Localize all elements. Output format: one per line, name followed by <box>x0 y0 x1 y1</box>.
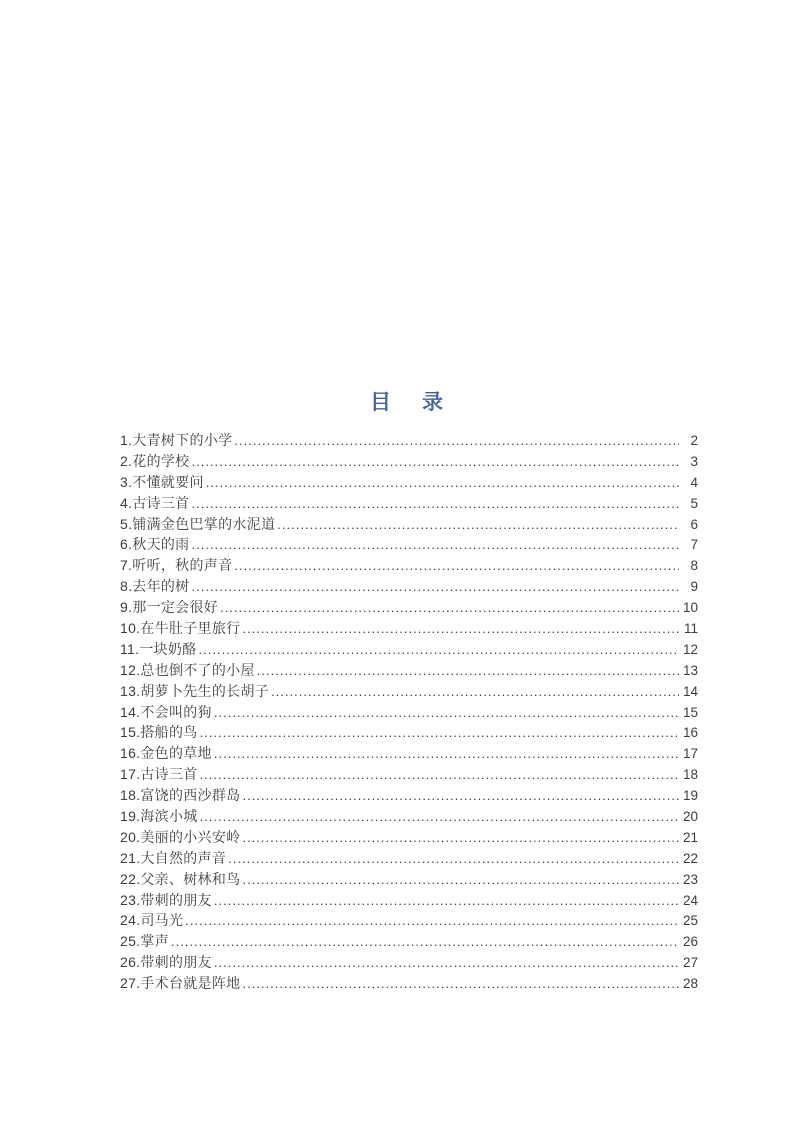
toc-entry-label: 3.不懂就要问 <box>120 473 204 490</box>
toc-entry-label: 27.手术台就是阵地 <box>120 975 241 992</box>
toc-entry-label: 19.海滨小城 <box>120 808 198 825</box>
toc-entry[interactable] <box>120 952 698 973</box>
toc-entry-page: 12 <box>682 641 698 657</box>
toc-entry-label: 24.司马光 <box>120 912 184 929</box>
toc-leader-dots <box>242 869 679 891</box>
toc-entry-page: 17 <box>682 746 698 762</box>
toc-leader-dots <box>214 743 679 765</box>
toc-leader-dots <box>242 785 679 807</box>
toc-entry[interactable] <box>120 827 698 848</box>
toc-entry-page: 7 <box>690 537 698 553</box>
toc-entry[interactable] <box>120 681 698 702</box>
toc-entry-page: 4 <box>690 474 698 490</box>
toc-entry-page: 28 <box>682 976 698 992</box>
toc-entry-page: 18 <box>682 767 698 783</box>
toc-entry-page: 22 <box>682 850 698 866</box>
toc-entry[interactable] <box>120 472 698 493</box>
toc-leader-dots <box>242 618 679 640</box>
toc-entry[interactable] <box>120 618 698 639</box>
toc-entry-page: 6 <box>690 516 698 532</box>
toc-entry-page: 21 <box>682 829 698 845</box>
toc-entry-page: 19 <box>682 788 698 804</box>
toc-title: 目 录 <box>370 391 448 414</box>
toc-entry-label: 20.美丽的小兴安岭 <box>120 828 241 845</box>
toc-entry[interactable] <box>120 451 698 472</box>
toc-leader-dots <box>185 910 679 932</box>
toc-entry[interactable] <box>120 931 698 952</box>
toc-entry-page: 9 <box>690 579 698 595</box>
toc-entry-label: 16.金色的草地 <box>120 745 212 762</box>
toc-entry[interactable] <box>120 493 698 514</box>
toc-leader-dots <box>220 597 679 619</box>
toc-entry[interactable] <box>120 555 698 576</box>
toc-entry[interactable] <box>120 660 698 681</box>
toc-leader-dots <box>191 576 679 598</box>
toc-entry-label: 25.掌声 <box>120 933 169 950</box>
toc-entry[interactable] <box>120 973 698 994</box>
toc-entry-label: 1.大青树下的小学 <box>120 432 233 448</box>
toc-entry[interactable] <box>120 534 698 555</box>
toc-leader-dots <box>214 702 679 724</box>
toc-leader-dots <box>200 764 679 786</box>
toc-leader-dots <box>271 681 679 703</box>
toc-entry[interactable] <box>120 430 698 451</box>
toc-entry-page: 14 <box>682 683 698 699</box>
toc-entry-label: 22.父亲、树林和鸟 <box>120 870 241 887</box>
toc-entry-label: 17.古诗三首 <box>120 766 198 783</box>
toc-entry-page: 20 <box>682 809 698 825</box>
toc-leader-dots <box>234 430 679 452</box>
toc-entry-label: 12.总也倒不了的小屋 <box>120 661 255 678</box>
toc-leader-dots <box>277 514 679 536</box>
toc-leader-dots <box>234 555 679 577</box>
toc-entry[interactable] <box>120 910 698 931</box>
toc-entry-page: 13 <box>682 662 698 678</box>
toc-entry-label: 13.胡萝卜先生的长胡子 <box>120 682 270 699</box>
toc-entry-label: 5.铺满金色巴掌的水泥道 <box>120 515 276 532</box>
toc-leader-dots <box>214 890 679 912</box>
toc-leader-dots <box>191 493 679 515</box>
toc-entry-page: 2 <box>690 433 698 448</box>
toc-entry-page: 27 <box>682 955 698 971</box>
toc-entry-page: 25 <box>682 913 698 929</box>
toc-entry-page: 23 <box>682 871 698 887</box>
toc-leader-dots <box>191 451 679 473</box>
toc-entry[interactable] <box>120 806 698 827</box>
toc-entry-label: 14.不会叫的狗 <box>120 703 212 720</box>
toc-list <box>120 430 698 994</box>
toc-entry-page: 16 <box>682 725 698 741</box>
toc-entry-page: 24 <box>682 892 698 908</box>
toc-entry[interactable] <box>120 597 698 618</box>
toc-entry-label: 7.听听，秋的声音 <box>120 557 233 574</box>
toc-leader-dots <box>242 973 679 995</box>
toc-entry-page: 5 <box>690 495 698 511</box>
toc-leader-dots <box>242 827 679 849</box>
toc-entry-page: 26 <box>682 934 698 950</box>
toc-leader-dots <box>199 639 679 661</box>
toc-entry-label: 2.花的学校 <box>120 452 190 469</box>
toc-leader-dots <box>214 952 679 974</box>
toc-entry[interactable] <box>120 514 698 535</box>
toc-entry-page: 15 <box>682 704 698 720</box>
toc-entry-label: 21.大自然的声音 <box>120 849 227 866</box>
toc-entry-label: 8.去年的树 <box>120 578 190 595</box>
toc-leader-dots <box>228 848 679 870</box>
toc-entry[interactable] <box>120 890 698 911</box>
toc-entry-page: 3 <box>690 453 698 469</box>
toc-entry-page: 10 <box>682 600 698 616</box>
toc-entry[interactable] <box>120 764 698 785</box>
toc-entry-label: 23.带刺的朋友 <box>120 891 212 908</box>
toc-entry[interactable] <box>120 785 698 806</box>
toc-entry-label: 6.秋天的雨 <box>120 536 190 553</box>
toc-leader-dots <box>171 931 679 953</box>
toc-entry-label: 10.在牛肚子里旅行 <box>120 620 241 637</box>
toc-entry-label: 26.带刺的朋友 <box>120 954 212 971</box>
toc-entry[interactable] <box>120 722 698 743</box>
toc-entry[interactable] <box>120 869 698 890</box>
toc-entry[interactable] <box>120 702 698 723</box>
toc-entry[interactable] <box>120 639 698 660</box>
toc-entry-page: 11 <box>683 621 698 637</box>
toc-leader-dots <box>206 472 679 494</box>
toc-leader-dots <box>257 660 679 682</box>
toc-entry[interactable] <box>120 848 698 869</box>
toc-entry-label: 9.那一定会很好 <box>120 599 219 616</box>
toc-leader-dots <box>200 806 679 828</box>
toc-entry-label: 4.古诗三首 <box>120 494 190 511</box>
toc-leader-dots <box>191 534 679 556</box>
toc-entry-label: 15.搭船的鸟 <box>120 724 198 741</box>
toc-leader-dots <box>200 722 679 744</box>
toc-entry[interactable] <box>120 743 698 764</box>
toc-entry-label: 18.富饶的西沙群岛 <box>120 787 241 804</box>
toc-entry[interactable] <box>120 576 698 597</box>
toc-entry-label: 11.一块奶酪 <box>120 640 197 657</box>
toc-entry-page: 8 <box>690 558 698 574</box>
